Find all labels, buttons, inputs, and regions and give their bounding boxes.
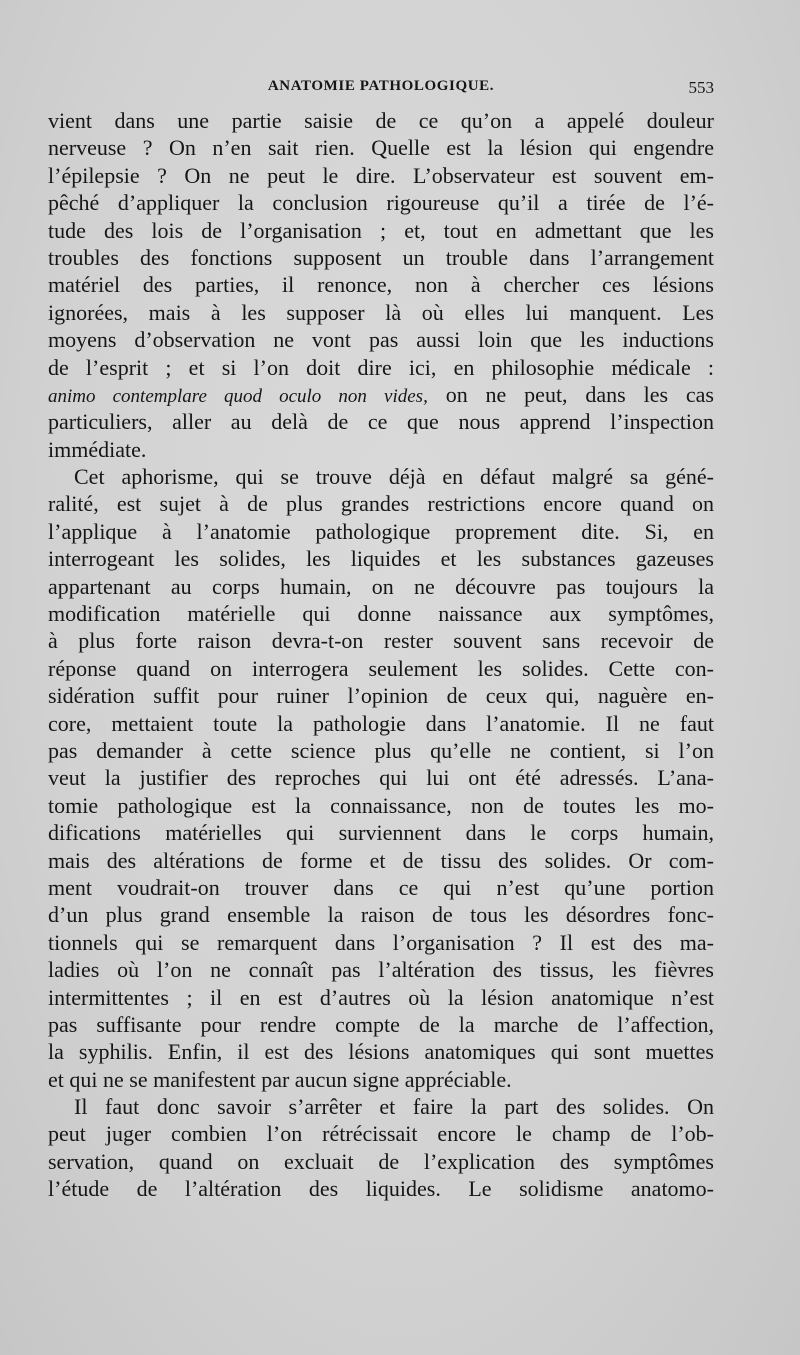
text-line: moyens d’observation ne vont pas aussi loin que les inductions bbox=[48, 327, 714, 353]
text-line: et qui ne se manifestent par aucun signe appréciable. bbox=[48, 1066, 512, 1092]
text-line: sidération suffit pour ruiner l’opinion de ceux qui, naguère en- bbox=[48, 683, 714, 709]
text-line: veut la justifier des reproches qui lui ont été adressés. L’ana- bbox=[48, 765, 714, 791]
text-line: mais des altérations de forme et de tissu des solides. Or com- bbox=[48, 847, 714, 873]
text-line: réponse quand on interrogera seulement les solides. Cette con- bbox=[48, 655, 714, 681]
running-head bbox=[48, 78, 714, 100]
latin-quote: animo contemplare quod oculo non vides, bbox=[48, 385, 428, 407]
text-line: vient dans une partie saisie de ce qu’on a appelé douleur bbox=[48, 108, 714, 133]
text-line: tionnels qui se remarquent dans l’organisation ? Il est des ma- bbox=[48, 929, 714, 955]
text-line: pas suffisante pour rendre compte de la marche de l’affection, bbox=[48, 1011, 714, 1037]
text-line: difications matérielles qui surviennent dans le corps humain, bbox=[48, 820, 714, 846]
text-line: ladies où l’on ne connaît pas l’altération des tissus, les fièvres bbox=[48, 957, 714, 983]
text-line: tomie pathologique est la connaissance, non de toutes les mo- bbox=[48, 792, 714, 818]
text-line: pas demander à cette science plus qu’elle ne contient, si l’on bbox=[48, 737, 714, 763]
text-line: peut juger combien l’on rétrécissait encore le champ de l’ob- bbox=[48, 1121, 714, 1147]
text-line: intermittentes ; il en est d’autres où la lésion anatomique n’est bbox=[48, 984, 714, 1010]
text-line: core, mettaient toute la pathologie dans l’anatomie. Il ne faut bbox=[48, 710, 714, 736]
text-line: troubles des fonctions supposent un trouble dans l’arrangement bbox=[48, 244, 714, 270]
text-line: ralité, est sujet à de plus grandes restrictions encore quand on bbox=[48, 491, 714, 517]
body-text bbox=[48, 107, 714, 1203]
text-line: d’un plus grand ensemble la raison de tous les désordres fonc- bbox=[48, 902, 714, 928]
text-line: immédiate. bbox=[48, 436, 147, 462]
text-line: ment voudrait-on trouver dans ce qui n’est qu’une portion bbox=[48, 874, 714, 900]
running-title: ANATOMIE PATHOLOGIQUE. bbox=[267, 78, 495, 94]
quote-continuation: on ne peut, dans les cas bbox=[427, 381, 714, 407]
text-line: l’étude de l’altération des liquides. Le solidisme anatomo- bbox=[48, 1176, 714, 1202]
text-line: à plus forte raison devra-t-on rester souvent sans recevoir de bbox=[48, 628, 714, 654]
text-line: nerveuse ? On n’en sait rien. Quelle est la lésion qui engendre bbox=[48, 135, 714, 161]
text-line: appartenant au corps humain, on ne découvre pas toujours la bbox=[48, 573, 714, 599]
text-line: particuliers, aller au delà de ce que nous apprend l’inspection bbox=[48, 409, 714, 435]
paragraph-start: Il faut donc savoir s’arrêter et faire la part des solides. On bbox=[74, 1094, 714, 1120]
text-line-quote bbox=[48, 381, 714, 408]
text-line: matériel des parties, il renonce, non à chercher ces lésions bbox=[48, 272, 714, 298]
text-line: modification matérielle qui donne naissance aux symptômes, bbox=[48, 601, 714, 627]
page-number: 553 bbox=[688, 78, 714, 97]
text-line: la syphilis. Enfin, il est des lésions anatomiques qui sont muettes bbox=[48, 1039, 714, 1065]
text-line: interrogeant les solides, les liquides et les substances gazeuses bbox=[48, 546, 714, 572]
text-line: ignorées, mais à les supposer là où elles lui manquent. Les bbox=[48, 299, 714, 325]
text-line: l’applique à l’anatomie pathologique proprement dite. Si, en bbox=[48, 518, 714, 544]
text-line: pêché d’appliquer la conclusion rigoureuse qu’il a tirée de l’é- bbox=[48, 190, 714, 216]
text-line: de l’esprit ; et si l’on doit dire ici, en philosophie médicale : bbox=[48, 354, 714, 380]
text-line: tude des lois de l’organisation ; et, tout en admettant que les bbox=[48, 217, 714, 243]
text-line: servation, quand on excluait de l’explication des symptômes bbox=[48, 1148, 714, 1174]
paragraph-start: Cet aphorisme, qui se trouve déjà en défaut malgré sa géné- bbox=[74, 464, 714, 490]
text-line: l’épilepsie ? On ne peut le dire. L’observateur est souvent em- bbox=[48, 162, 714, 188]
